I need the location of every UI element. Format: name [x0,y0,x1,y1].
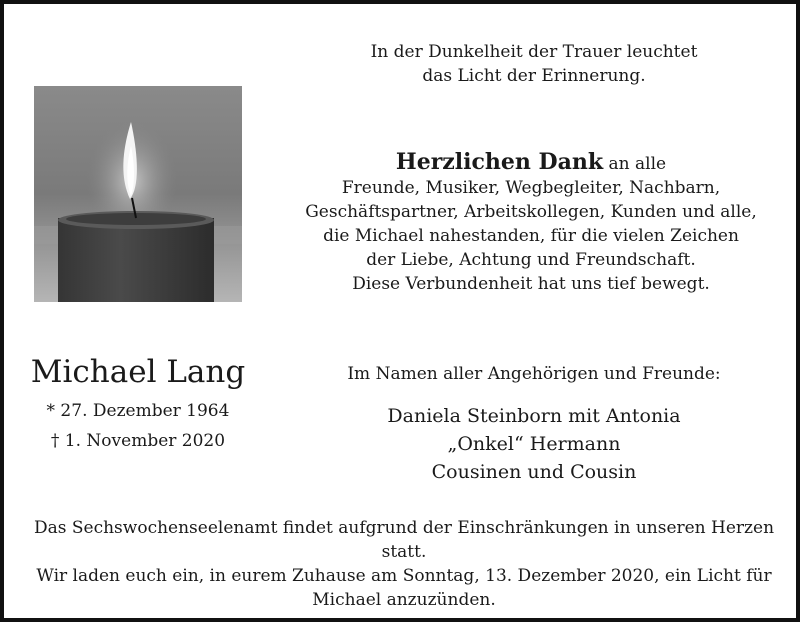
signature-name: Cousinen und Cousin [431,461,637,483]
footer-line: Michael anzuzünden. [312,590,496,610]
life-dates [28,396,248,456]
signature-names [334,402,734,486]
candle-icon [34,86,242,302]
thanks-headline: Herzlichen Dank [395,149,604,175]
motto-line: das Licht der Erinnerung. [422,66,646,86]
footer-line: Das Sechswochenseelenamt findet aufgrund der Einschränkungen in unseren Herzen statt. [33,518,775,562]
thanks-block [304,150,758,296]
thanks-line: Geschäftspartner, Arbeitskollegen, Kunden und alle, [305,202,757,222]
footer-announcement [24,516,784,612]
thanks-headline-suffix: an alle [603,154,667,174]
thanks-line: Diese Verbundenheit hat uns tief bewegt. [352,274,710,294]
deceased-name: Michael Lang [30,354,246,390]
signature-name: Daniela Steinborn mit Antonia [387,405,681,427]
signature-intro: Im Namen aller Angehörigen und Freunde: [347,364,721,384]
thanks-line: der Liebe, Achtung und Freundschaft. [366,250,696,270]
thanks-headline-row [304,150,758,176]
motto-line: In der Dunkelheit der Trauer leuchtet [370,42,698,62]
thanks-line: Freunde, Musiker, Wegbegleiter, Nachbarn, [341,178,721,198]
death-date: † 1. November 2020 [50,431,226,451]
motto [334,40,734,88]
birth-date: * 27. Dezember 1964 [46,401,230,421]
footer-line: Wir laden euch ein, in eurem Zuhause am Sonntag, 13. Dezember 2020, ein Licht für [36,566,772,586]
candle-photo [34,86,242,302]
thanks-line: die Michael nahestanden, für die vielen Zeichen [323,226,739,246]
signature-name: „Onkel“ Hermann [447,433,621,455]
